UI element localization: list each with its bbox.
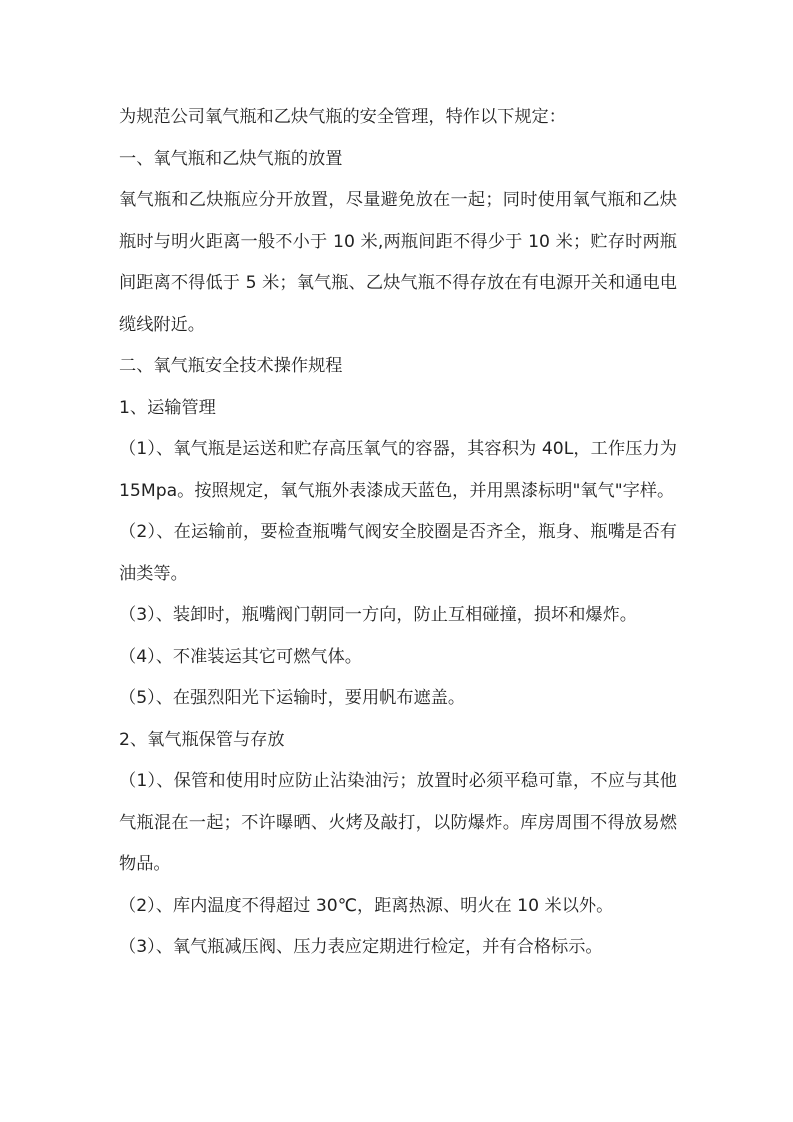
subsection-heading-transport: 1、运输管理	[119, 397, 216, 418]
section-heading-placement: 一、氧气瓶和乙炔气瓶的放置	[119, 148, 343, 169]
transport-item-3: （3）、装卸时，瓶嘴阀门朝同一方向，防止互相碰撞，损坏和爆炸。	[119, 605, 637, 625]
transport-item-4: （4）、不准装运其它可燃气体。	[119, 646, 362, 667]
storage-item-2: （2）、库内温度不得超过 30℃，距离热源、明火在 10 米以外。	[119, 895, 614, 916]
storage-item-3: （3）、氧气瓶减压阀、压力表应定期进行检定，并有合格标示。	[119, 937, 603, 957]
section-heading-oxygen-rules: 二、氧气瓶安全技术操作规程	[119, 356, 343, 376]
subsection-heading-storage: 2、氧气瓶保管与存放	[119, 729, 285, 750]
document-body	[119, 97, 677, 969]
transport-item-1: （1）、氧气瓶是运送和贮存高压氧气的容器，其容积为 40L，工作压力为 15Mpa。按照规定，氧气瓶外表漆成天蓝色，并用黑漆标明"氧气"字样。	[119, 439, 677, 501]
placement-paragraph: 氧气瓶和乙炔瓶应分开放置，尽量避免放在一起；同时使用氧气瓶和乙炔瓶时与明火距离一般不小于 10 米,两瓶间距不得少于 10 米；贮存时两瓶间距离不得低于 5 米；氧气瓶、乙炔气瓶不得存放在有电源开关和通电电缆线附近。	[119, 190, 677, 335]
intro-paragraph: 为规范公司氧气瓶和乙炔气瓶的安全管理，特作以下规定：	[119, 107, 566, 127]
storage-item-1: （1）、保管和使用时应防止沾染油污；放置时必须平稳可靠，不应与其他气瓶混在一起；不许曝晒、火烤及敲打，以防爆炸。库房周围不得放易燃物品。	[119, 771, 677, 874]
transport-item-5: （5）、在强烈阳光下运输时，要用帆布遮盖。	[119, 688, 466, 708]
transport-item-2: （2）、在运输前，要检查瓶嘴气阀安全胶圈是否齐全，瓶身、瓶嘴是否有油类等。	[119, 522, 677, 584]
